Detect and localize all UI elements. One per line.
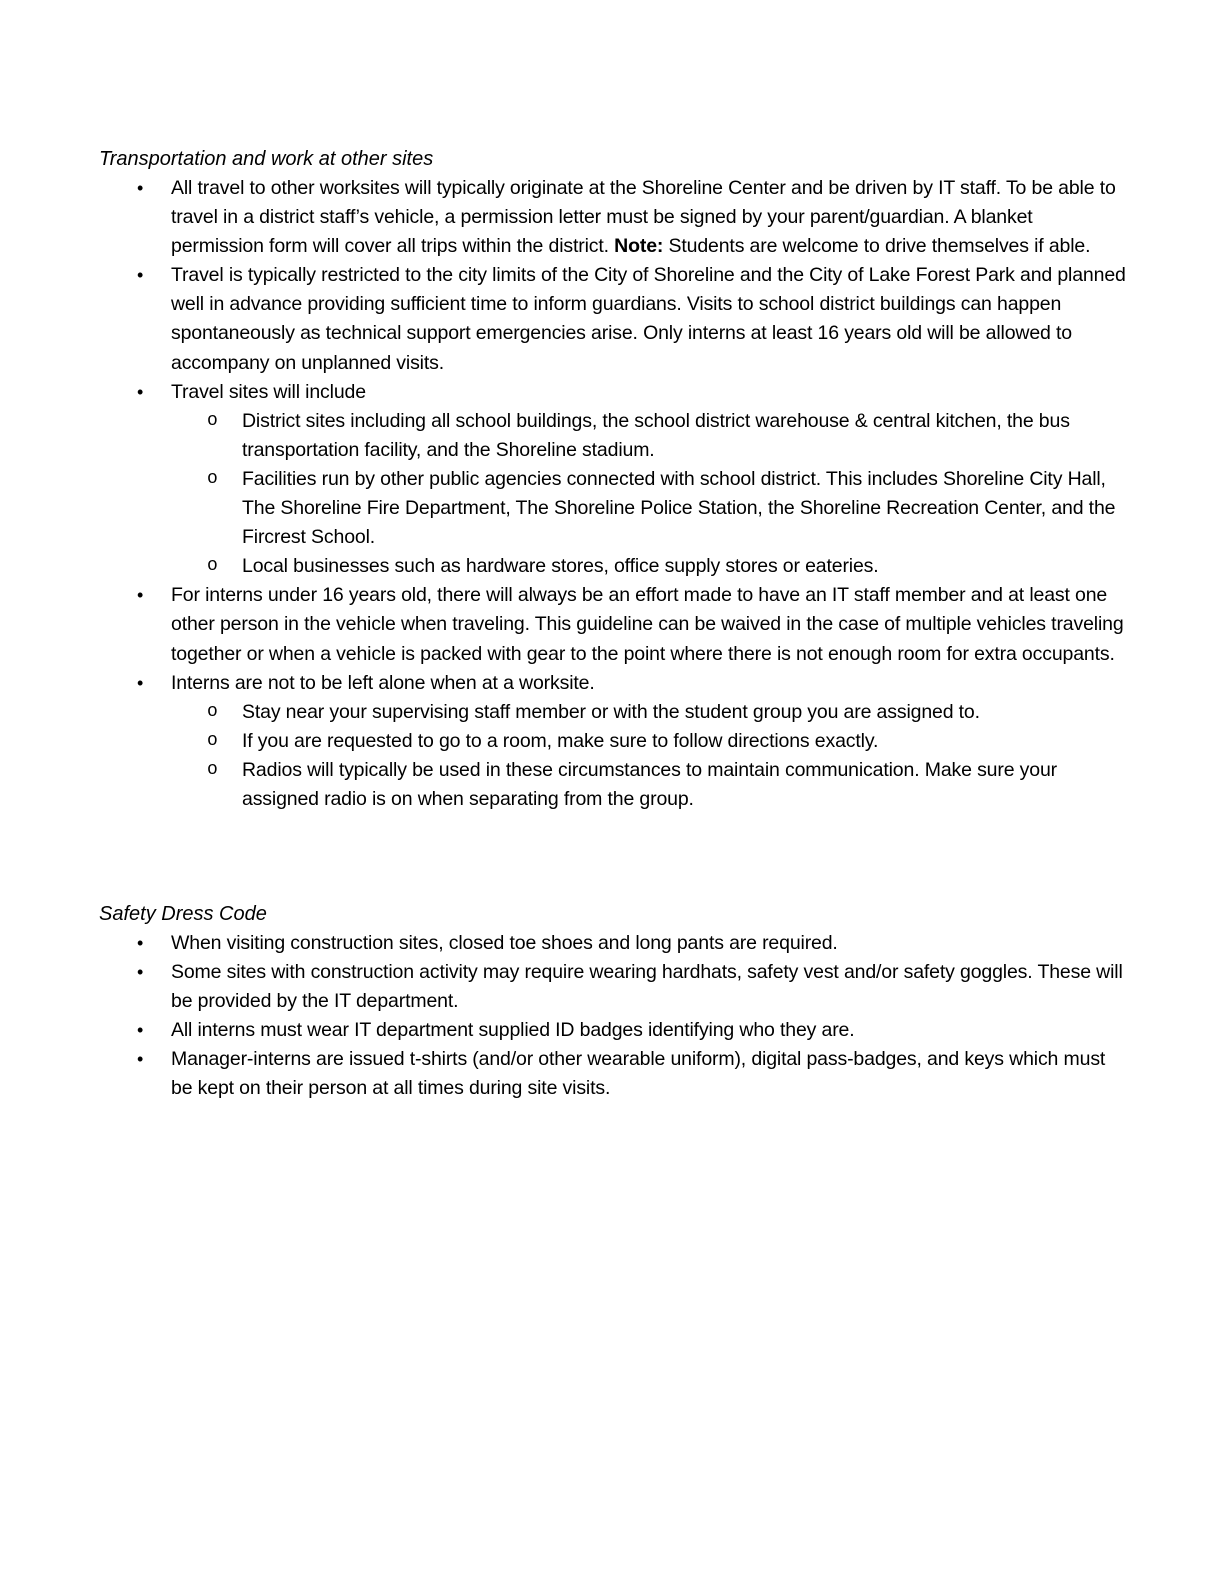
sub-list-item — [171, 407, 1129, 465]
list-item-text: Manager-interns are issued t-shirts (and/or other wearable uniform), digital pass-badges, and keys which must be kept on their person at all times during site visits. — [171, 1048, 1106, 1100]
list-item-text: All travel to other worksites will typically originate at the Shoreline Center and be driven by IT staff. To be able to travel in a district staff’s vehicle, a permission letter must be signed by your parent/guardian. A blanket permission form will cover all trips within the district. — [171, 177, 1116, 258]
list-item-text: Interns are not to be left alone when at a worksite. — [171, 671, 595, 694]
bullet-icon: • — [137, 585, 144, 606]
sub-list-item — [171, 698, 1129, 727]
bullet-list — [99, 929, 1129, 1104]
list-item-text: Travel is typically restricted to the city limits of the City of Shoreline and the City of Lake Forest Park and planned well in advance providing sufficient time to inform guardians. Visits to school district buildings can happen spontaneously as technical support emergencies arise. Only interns at least 16 years old will be allowed to accompany on unplanned visits. — [171, 264, 1126, 374]
list-item — [99, 669, 1129, 814]
list-item — [99, 261, 1129, 377]
bullet-list — [99, 174, 1129, 814]
bullet-icon: • — [137, 1049, 144, 1070]
sub-list-item — [171, 756, 1129, 814]
sub-list-item-text: Facilities run by other public agencies connected with school district. This includes Shoreline City Hall, The Shoreline Fire Department, The Shoreline Police Station, the Shoreline Recreation Center, and the Fircrest School. — [242, 467, 1116, 549]
list-item-text: Some sites with construction activity may require wearing hardhats, safety vest and/or safety goggles. These will be provided by the IT department. — [171, 961, 1123, 1013]
list-item-text: Students are welcome to drive themselves if able. — [663, 235, 1091, 258]
sub-list-item — [171, 552, 1129, 581]
bullet-icon: • — [137, 672, 144, 693]
list-item — [99, 378, 1129, 582]
list-item — [99, 1016, 1129, 1045]
list-item — [99, 929, 1129, 958]
list-item-text: All interns must wear IT department supplied ID badges identifying who they are. — [171, 1019, 855, 1042]
bullet-icon: • — [137, 933, 144, 953]
list-item-text: Travel sites will include — [171, 380, 366, 403]
section-heading: Safety Dress Code — [99, 903, 267, 925]
section-safety-dress-code — [99, 900, 1129, 1104]
section-heading: Transportation and work at other sites — [99, 148, 434, 170]
list-item-text: For interns under 16 years old, there will always be an effort made to have an IT staff member and at least one other person in the vehicle when traveling. This guideline can be waived in the case of multiple vehicles traveling together or when a vehicle is packed with gear to the point where there is not enough room for extra occupants. — [171, 584, 1124, 665]
sub-list-item-text: Radios will typically be used in these circumstances to maintain communication. Make sure your assigned radio is on when separating from the group. — [242, 758, 1058, 810]
sub-list-item-text: Stay near your supervising staff member or with the student group you are assigned to. — [242, 700, 980, 723]
bullet-icon: • — [137, 1020, 144, 1041]
circle-bullet-icon: o — [207, 701, 218, 722]
bullet-icon: • — [137, 962, 144, 983]
list-item — [99, 1045, 1129, 1103]
sub-list — [171, 698, 1129, 814]
bullet-icon: • — [137, 381, 144, 402]
sub-list-item-text: If you are requested to go to a room, make sure to follow directions exactly. — [242, 729, 879, 752]
note-label: Note: — [614, 235, 664, 258]
sub-list-item-text: Local businesses such as hardware stores, office supply stores or eateries. — [242, 555, 879, 578]
circle-bullet-icon: o — [207, 556, 218, 577]
bullet-icon: • — [137, 265, 144, 286]
circle-bullet-icon: o — [207, 730, 218, 751]
section-transportation — [99, 145, 1129, 814]
sub-list-item — [171, 465, 1129, 552]
sub-list — [171, 407, 1129, 582]
sub-list-item-text: District sites including all school buildings, the school district warehouse & central kitchen, the bus transportation facility, and the Shoreline stadium. — [242, 409, 1070, 461]
list-item — [99, 958, 1129, 1016]
sub-list-item — [171, 727, 1129, 756]
circle-bullet-icon: o — [207, 759, 218, 780]
circle-bullet-icon: o — [207, 410, 218, 431]
list-item-text: When visiting construction sites, closed toe shoes and long pants are required. — [171, 932, 838, 954]
bullet-icon: • — [137, 178, 144, 198]
list-item — [99, 581, 1129, 668]
list-item — [99, 174, 1129, 261]
circle-bullet-icon: o — [207, 468, 218, 489]
